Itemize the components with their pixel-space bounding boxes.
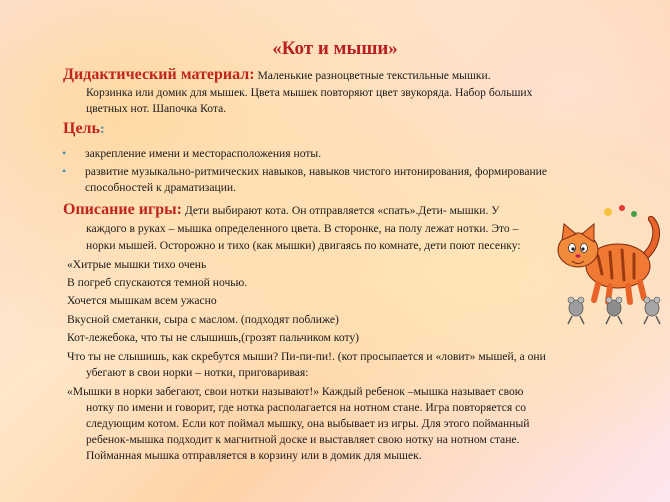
bullet-dot-icon: • bbox=[62, 164, 67, 178]
song-line-2: В погреб спускаются темной ночью. bbox=[67, 276, 248, 289]
material-line-2: Корзинка или домик для мышек. Цвета мышек повторяют цвет звукоряда. Набор больших bbox=[86, 86, 533, 99]
goal-colon: : bbox=[99, 122, 105, 137]
description-block bbox=[63, 201, 499, 219]
mice-illustration bbox=[560, 290, 670, 330]
slide-title: «Кот и мыши» bbox=[272, 38, 398, 59]
rules-line-1: «Мышки в норки забегают, свои нотки называют!» Каждый ребенок –мышка называет свою bbox=[67, 385, 524, 398]
song-line-4: Вкусной сметанки, сыра с маслом. (подходят поближе) bbox=[67, 313, 339, 326]
mouse-icon bbox=[568, 297, 584, 324]
material-line-3: цветных нот. Шапочка Кота. bbox=[86, 102, 227, 115]
material-heading: Дидактический материал: bbox=[63, 66, 255, 83]
cat-icon bbox=[558, 205, 660, 302]
rules-line-4: ребенок-мышка подходит к магнитной доске и выставляет свою нотку на нотном стане. bbox=[86, 433, 520, 446]
description-line-3: норки мышей. Осторожно и тихо (как мышки) двигаясь по комнате, дети поют песенку: bbox=[86, 239, 521, 252]
song-line-1: «Хитрые мышки тихо очень bbox=[67, 258, 207, 271]
goal-bullet-2: развитие музыкально-ритмических навыков, навыков чистого интонирования, формирование bbox=[85, 165, 548, 178]
song-line-5: Кот-лежебока, что ты не слышишь,(грозят пальчиком коту) bbox=[67, 331, 360, 344]
description-line-2: каждого в руках – мышка определенного цвета. В сторонке, на полу лежат нотки. Это – bbox=[86, 222, 519, 235]
song-line-6: Что ты не слышишь, как скребутся мыши? Пи-пи-пи!. (кот просыпается и «ловит» мышей, а они bbox=[67, 350, 546, 363]
description-heading: Описание игры: bbox=[63, 201, 182, 218]
rules-line-2: нотку по имени и говорит, где нотка располагается на нотном стане. Игра повторяется со bbox=[86, 401, 527, 414]
goal-bullet-2-cont: способностей к драматизации. bbox=[85, 181, 237, 194]
material-block bbox=[63, 66, 491, 84]
song-line-7: убегают в свои норки – нотки, приговаривая: bbox=[86, 366, 309, 379]
goal-heading: Цель bbox=[63, 120, 100, 137]
goal-bullet-1: закрепление имени и месторасположения ноты. bbox=[85, 147, 322, 160]
song-line-3: Хочется мышкам всем ужасно bbox=[67, 294, 217, 307]
mouse-icon bbox=[606, 297, 622, 324]
bullet-dot-icon: • bbox=[62, 146, 67, 160]
description-line-1: Дети выбирают кота. Он отправляется «спать».Дети- мышки. У bbox=[184, 204, 500, 217]
mouse-icon bbox=[644, 297, 660, 324]
goal-heading-row bbox=[63, 120, 105, 138]
rules-line-3: следующим котом. Если кот поймал мышку, она выбывает из игры. Для этого пойманный bbox=[86, 417, 530, 430]
rules-line-5: Пойманная мышка отправляется в корзину или в домик для мышек. bbox=[86, 449, 422, 462]
material-line-1: Маленькие разноцветные текстильные мышки. bbox=[257, 69, 491, 82]
